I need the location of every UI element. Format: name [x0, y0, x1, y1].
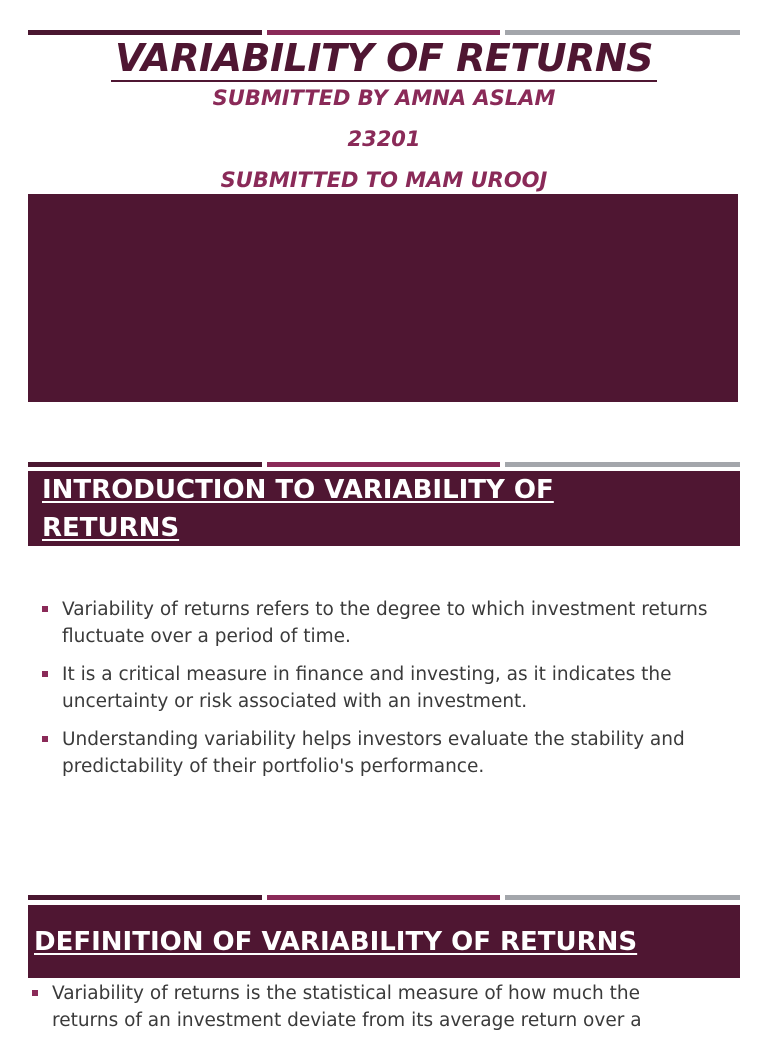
list-item: It is a critical measure in finance and investing, as it indicates the uncertainty or risk associated with an investment. [28, 661, 718, 715]
section-decor-bar [28, 895, 740, 900]
definition-heading: DEFINITION OF VARIABILITY OF RETURNS [28, 905, 740, 978]
submitted-by: SUBMITTED BY AMNA ASLAM [212, 86, 556, 110]
list-item: Understanding variability helps investors evaluate the stability and predictability of their portfolio's performance. [28, 726, 718, 780]
slide-title: VARIABILITY OF RETURNS [0, 32, 768, 84]
submitted-to: SUBMITTED TO MAM UROOJ [220, 168, 548, 192]
bullet-square-icon [42, 736, 48, 742]
list-item: Variability of returns is the statistical measure of how much the returns of an investment deviate from its average return over a [18, 980, 708, 1034]
introduction-heading: INTRODUCTION TO VARIABILITY OF RETURNS [28, 471, 740, 546]
definition-bullets [18, 980, 708, 1045]
list-item: Variability of returns refers to the degree to which investment returns fluctuate over a period of time. [28, 596, 718, 650]
bullet-square-icon [42, 606, 48, 612]
introduction-bullets [28, 596, 718, 791]
bullet-square-icon [32, 990, 38, 996]
section-decor-bar [28, 462, 740, 467]
bullet-square-icon [42, 671, 48, 677]
roll-number: 23201 [347, 127, 421, 151]
title-banner-box [28, 194, 738, 402]
